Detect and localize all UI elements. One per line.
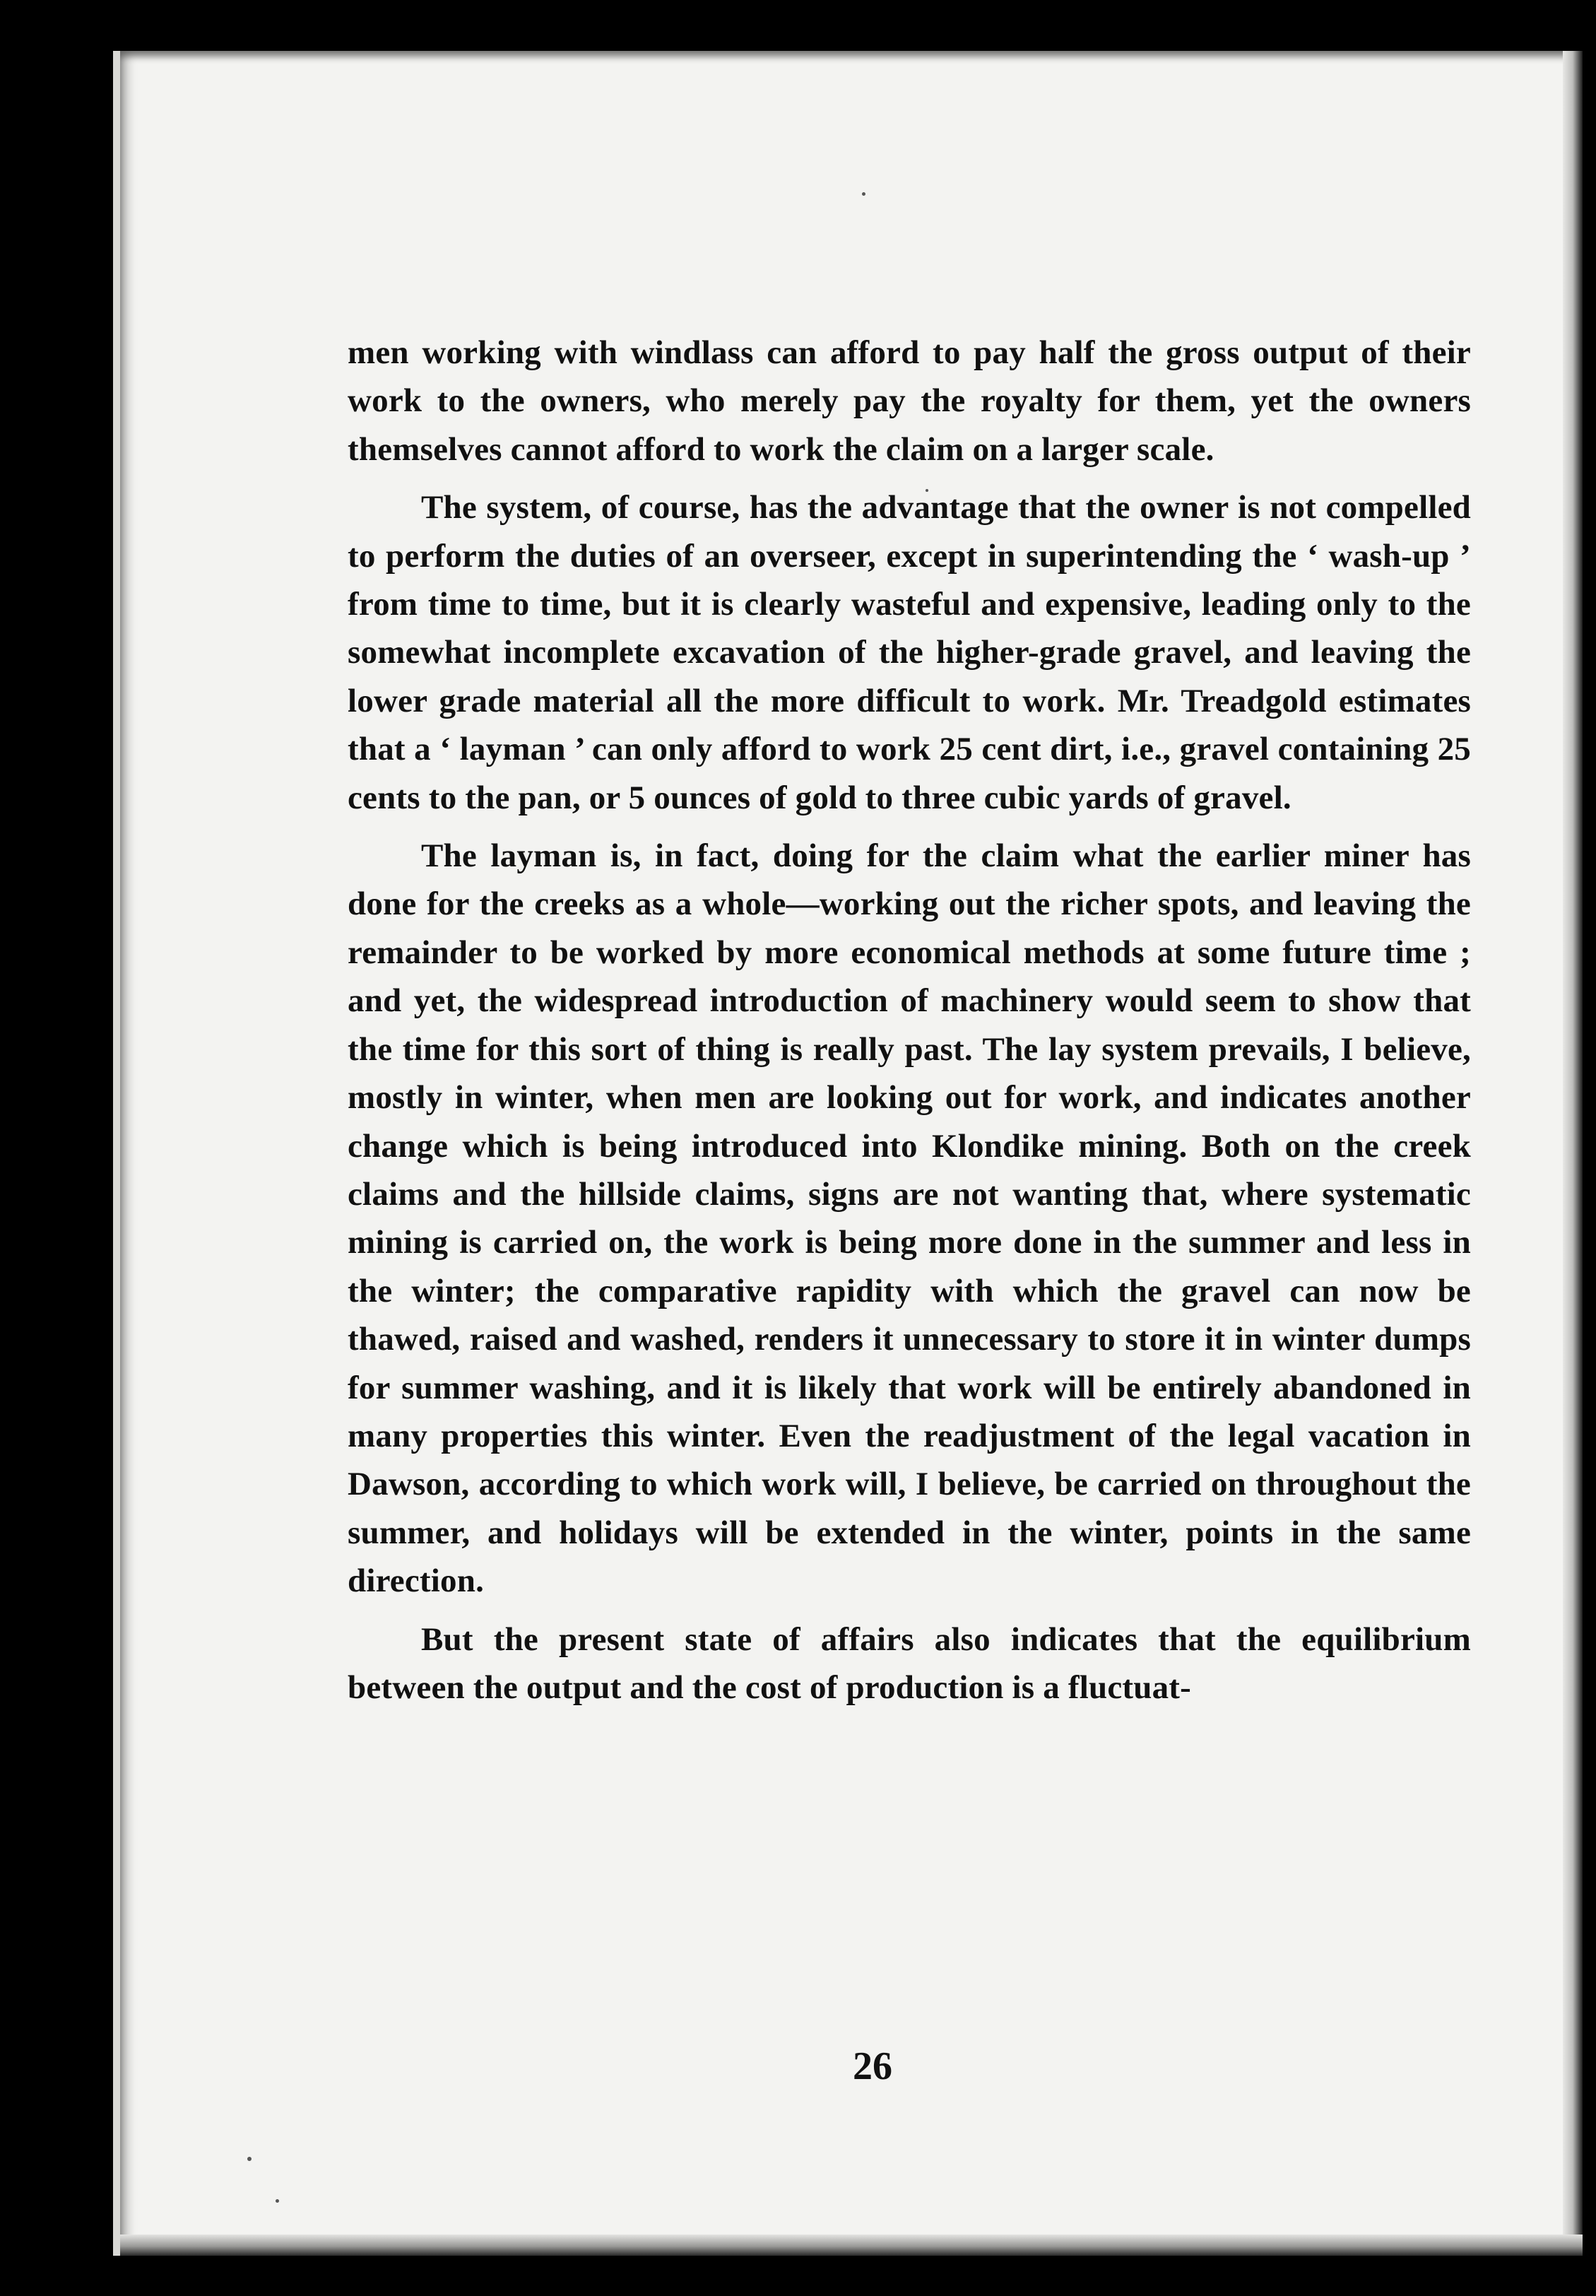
page-edge-right [1563,51,1583,2256]
page-number: 26 [853,2044,892,2088]
paragraph: The system, of course, has the advantage that the owner is not compelled to perform the duties of an overseer, except in superintending the ‘ wash-up ’ from time to time, but it is clearly wasteful and expensive, leading only to the somewhat incomplete excavation of the higher-grade gravel, and leaving the lower grade material all the more difficult to work. Mr. Treadgold estimates that a ‘ layman ’ can only afford to work 25 cent dirt, i.e., gravel containing 25 cents to the pan, or 5 ounces of gold to three cubic yards of gravel. [348,489,1471,816]
paragraph: But the present state of affairs also indicates that the equilibrium between the output and the cost of production is a fluctuat- [348,1620,1471,1706]
dust-speck [247,2157,252,2161]
paragraph: men working with windlass can afford to pay half the gross output of their work to the owners, who merely pay the royalty for them, yet the owners themselves cannot afford to work the claim on a larger scale. [348,334,1471,468]
paragraph: The layman is, in fact, doing for the claim what the earlier miner has done for the creeks as a whole—working out the richer spots, and leaving the remainder to be worked by more economical methods at some future time ; and yet, the widespread introduction of machinery would seem to show that the time for this sort of thing is really past. The lay system prevails, I believe, mostly in winter, when men are looking out for work, and indicates another change which is being introduced into Klondike mining. Both on the creek claims and the hillside claims, signs are not wanting that, where systematic mining is carried on, the work is being more done in the summer and less in the winter; the comparative rapidity with which the gravel can now be thawed, raised and washed, renders it unnecessary to store it in winter dumps for summer washing, and it is likely that work will be entirely abandoned in many properties this winter. Even the readjustment of the legal vacation in Dawson, according to which work will, I believe, be carried on throughout the summer, and holidays will be extended in the winter, points in the same direction. [348,837,1471,1600]
dust-speck [276,2199,279,2203]
dust-speck [862,192,865,196]
page-edge-bottom [120,2235,1583,2256]
body-text [348,329,1471,1712]
book-page [113,51,1583,2256]
